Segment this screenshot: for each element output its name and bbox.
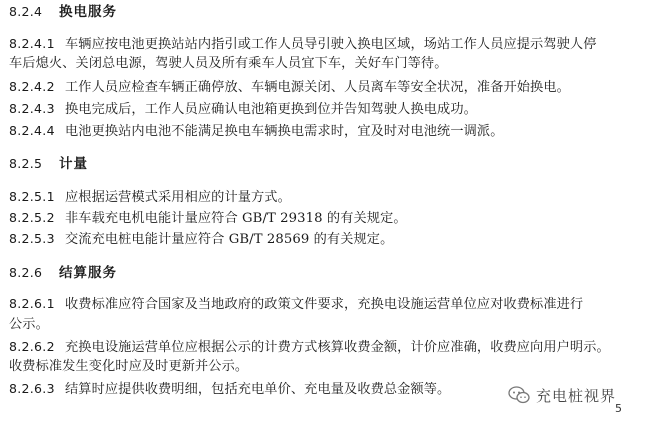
clause xyxy=(9,188,291,206)
clause-continuation: 公示。 xyxy=(9,317,49,332)
clause-text: 工作人员应检查车辆正确停放、车辆电源关闭、人员离车等安全状况，准备开始换电。 xyxy=(65,80,570,95)
section-heading xyxy=(9,264,117,282)
clause xyxy=(9,100,477,118)
clause xyxy=(9,35,597,53)
clause-text: 结算时应提供收费明细，包括充电单价、充电量及收费总金额等。 xyxy=(65,382,451,397)
section-title: 换电服务 xyxy=(59,4,117,20)
clause-number: 8.2.6.3 xyxy=(9,381,55,396)
clause-continuation: 车后熄火、关闭总电源，驾驶人员及所有乘车人员宜下车，关好车门等待。 xyxy=(9,56,448,71)
clause xyxy=(9,122,503,140)
clause xyxy=(9,230,393,248)
clause-text: 交流充电桩电能计量应符合 GB/T 28569 的有关规定。 xyxy=(65,232,394,247)
clause-number: 8.2.5.3 xyxy=(9,231,55,246)
section-number: 8.2.4 xyxy=(9,4,43,19)
section-number: 8.2.6 xyxy=(9,265,43,280)
page-number: 5 xyxy=(615,402,622,415)
clause-number: 8.2.4.3 xyxy=(9,101,55,116)
clause-text: 车辆应按电池更换站站内指引或工作人员导引驶入换电区域，场站工作人员应提示驾驶人停 xyxy=(65,37,597,52)
watermark xyxy=(508,384,616,406)
clause-number: 8.2.4.1 xyxy=(9,36,55,51)
clause xyxy=(9,338,610,356)
clause-text: 应根据运营模式采用相应的计量方式。 xyxy=(65,190,291,205)
section-heading xyxy=(9,155,88,173)
section-title: 结算服务 xyxy=(59,265,117,281)
clause-number: 8.2.4.2 xyxy=(9,79,55,94)
clause-number: 8.2.4.4 xyxy=(9,123,55,138)
clause xyxy=(9,209,407,227)
clause-number: 8.2.5.2 xyxy=(9,210,55,225)
clause-number: 8.2.6.2 xyxy=(9,339,55,354)
clause xyxy=(9,78,570,96)
clause-text: 充换电设施运营单位应根据公示的计费方式核算收费金额，计价应准确，收费应向用户明示。 xyxy=(65,340,610,355)
clause-text: 收费标准应符合国家及当地政府的政策文件要求，充换电设施运营单位应对收费标准进行 xyxy=(65,297,584,312)
clause-text: 电池更换站内电池不能满足换电车辆换电需求时，宜及时对电池统一调派。 xyxy=(65,124,504,139)
chat-bubble-icon xyxy=(508,386,530,404)
watermark-text: 充电桩视界 xyxy=(536,386,617,405)
clause xyxy=(9,295,583,313)
clause-continuation: 收费标准发生变化时应及时更新并公示。 xyxy=(9,359,249,374)
clause-number: 8.2.6.1 xyxy=(9,296,55,311)
clause-text: 换电完成后，工作人员应确认电池箱更换到位并告知驾驶人换电成功。 xyxy=(65,102,477,117)
clause-number: 8.2.5.1 xyxy=(9,189,55,204)
section-title: 计量 xyxy=(59,156,88,172)
section-heading xyxy=(9,3,117,21)
clause xyxy=(9,380,450,398)
clause-text: 非车载充电机电能计量应符合 GB/T 29318 的有关规定。 xyxy=(65,211,407,226)
section-number: 8.2.5 xyxy=(9,156,43,171)
